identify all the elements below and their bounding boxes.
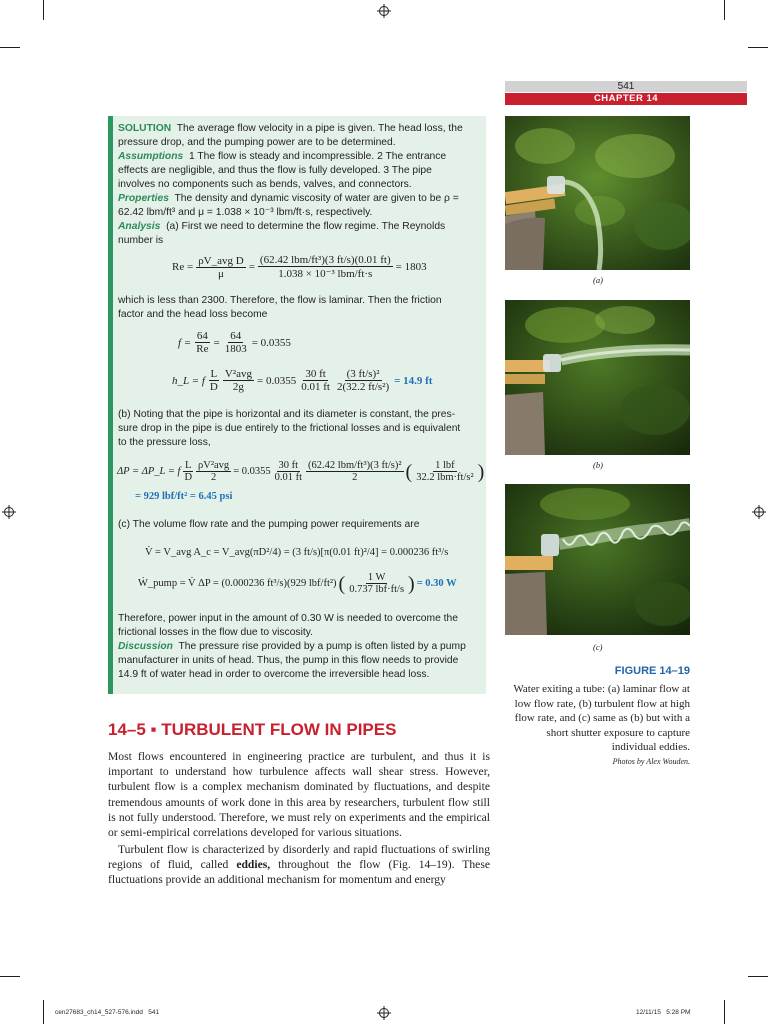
registration-mark-icon: [752, 505, 766, 519]
crop-mark-bottom-right-h: [748, 976, 768, 977]
footer-file-slug: cen27683_ch14_527-576.indd 541: [55, 1009, 160, 1016]
section-heading: 14–5 ▪ TURBULENT FLOW IN PIPES: [108, 720, 397, 739]
assumptions-label: Assumptions: [118, 151, 184, 162]
analysis-label: Analysis: [118, 221, 161, 232]
crop-mark-right-h: [748, 47, 768, 48]
photo-label-a: (a): [593, 275, 603, 285]
solution-box-bar: [108, 116, 113, 694]
equation-friction-factor: f = $\frac{64}{Re}$ = $\frac{64}{1803}$ = 0.0355: [178, 330, 291, 355]
crop-mark-bottom-left-h: [0, 976, 20, 977]
pressure-drop-result: = 929 lbf/ft² = 6.45 psi: [135, 491, 233, 502]
eddies-term: eddies,: [236, 858, 271, 872]
page-number: 541: [505, 81, 747, 92]
discussion-label: Discussion: [118, 641, 173, 652]
pump-power-result: = 0.30 W: [416, 578, 457, 589]
part-c-text: (c) The volume flow rate and the pumping power requirements are: [118, 519, 420, 530]
crop-mark-left-h: [0, 47, 20, 48]
equation-pump-power: Ẇ_pump = V̇ ΔP = (0.000236 ft³/s)(929 lbf/ft²) ( $\frac{1 W}{\text{0.737 lbf·ft/s}}$ ) = 0.30 W: [138, 572, 457, 595]
photo-label-c: (c): [593, 642, 603, 652]
crop-mark-top-right-v: [724, 0, 725, 20]
photo-credit: Photos by Alex Wouden.: [612, 757, 690, 766]
equation-pressure-drop: ΔP = ΔP_L = f $\frac{L}{D}$ $\frac{\text{ρV²avg}}{2}$ = 0.0355 $\frac{30 ft}{0.01 ft}$ $\frac{\text{(62.42 lbm/ft³)(3 ft/s)²}}{2}$ ( $\frac{\text{1 lbf}}{\text{32.2 lbm·ft/s²}}$ ): [117, 460, 485, 483]
registration-mark-icon: [377, 1006, 391, 1020]
equation-head-loss: h_L = f $\frac{L}{D}$ $\frac{\text{V²avg}}{2g}$ = 0.0355 $\frac{30 ft}{0.01 ft}$ $\frac{\text{(3 ft/s)²}}{\text{2(32.2 ft/s²)}}$ = 14.9 ft: [172, 368, 433, 393]
conclusion-text: Therefore, power input in the amount of 0.30 W is needed to overcome the frictional losses in the flow due to viscosity. Discussion The pressure rise provided by a pump is often listed by a pump manufacturer in units of head. Thus, the pump in this flow needs to provide 14.9 ft of water head in order to overcome the irreversible head loss.: [118, 613, 466, 680]
equation-flow-rate: V̇ = V_avg A_c = V_avg(πD²/4) = (3 ft/s)[π(0.01 ft)²/4] = 0.000236 ft³/s: [145, 547, 449, 558]
solution-intro: SOLUTION The average flow velocity in a pipe is given. The head loss, the pressure drop, and the pumping power are to be determined. Assumptions 1 The flow is steady and incompressible. 2 The entrance effects are negligible, and thus the flow is fully developed. 3 The pipe involves no components such as bends, valves, and connectors. Properties The density and dynamic viscosity of water are given to be ρ = 62.42 lbm/ft³ and μ = 1.038 × 10⁻³ lbm/ft·s, respectively. Analysis (a) First we need to determine the flow regime. The Reynolds number is: [118, 123, 463, 246]
photo-laminar-flow: [505, 116, 690, 270]
crop-mark-top-left-v: [43, 0, 44, 20]
figure-title: FIGURE 14–19: [614, 665, 690, 677]
footer-timestamp: 12/11/15 5:28 PM: [636, 1009, 691, 1016]
photo-label-b: (b): [593, 460, 603, 470]
section-paragraph-1: Most flows encountered in engineering practice are turbulent, and thus it is important to understand how turbulence affects wall shear stress. However, turbulent flow is a complex mechanism dominated by fluctuations, and despite tremendous amounts of work done in this area by researchers, turbulent flow still is not fully understood. Therefore, we must rely on experiments and the empirical or semi-empirical correlations developed for various situations.: [108, 750, 490, 840]
registration-mark-icon: [377, 4, 391, 18]
properties-label: Properties: [118, 193, 169, 204]
laminar-text: which is less than 2300. Therefore, the flow is laminar. Then the friction factor and the head loss become: [118, 295, 442, 320]
figure-caption: Water exiting a tube: (a) laminar flow at low flow rate, (b) turbulent flow at high flow rate, and (c) same as (b) but with a short shutter exposure to capture individual eddies.: [513, 683, 690, 754]
registration-mark-icon: [2, 505, 16, 519]
head-loss-result: = 14.9 ft: [394, 374, 433, 387]
photo-turbulent-flow: [505, 300, 690, 455]
equation-reynolds: Re = $\frac{\text{ρV\_avg D}}{\mu}$ = $\frac{\text{(62.42 lbm/ft³)(3 ft/s)(0.01 ft)}}{\text{1.038 × 10⁻³ lbm/ft·s}}$ = 1803: [172, 254, 427, 280]
photo-turbulent-eddies: [505, 484, 690, 635]
solution-label: SOLUTION: [118, 123, 172, 134]
section-paragraph-2: Turbulent flow is characterized by disorderly and rapid fluctuations of swirling regions of fluid, called eddies, throughout the flow (Fig. 14–19). These fluctuations provide an additional mechanism for momentum and energy: [108, 843, 490, 887]
part-b-text: (b) Noting that the pipe is horizontal and its diameter is constant, the pres- sure drop in the pipe is due entirely to the frictional losses and is equivalent to the pressure loss,: [118, 409, 461, 448]
chapter-label: CHAPTER 14: [505, 93, 747, 105]
crop-mark-bottom-left-v: [43, 1000, 44, 1024]
crop-mark-bottom-right-v: [724, 1000, 725, 1024]
